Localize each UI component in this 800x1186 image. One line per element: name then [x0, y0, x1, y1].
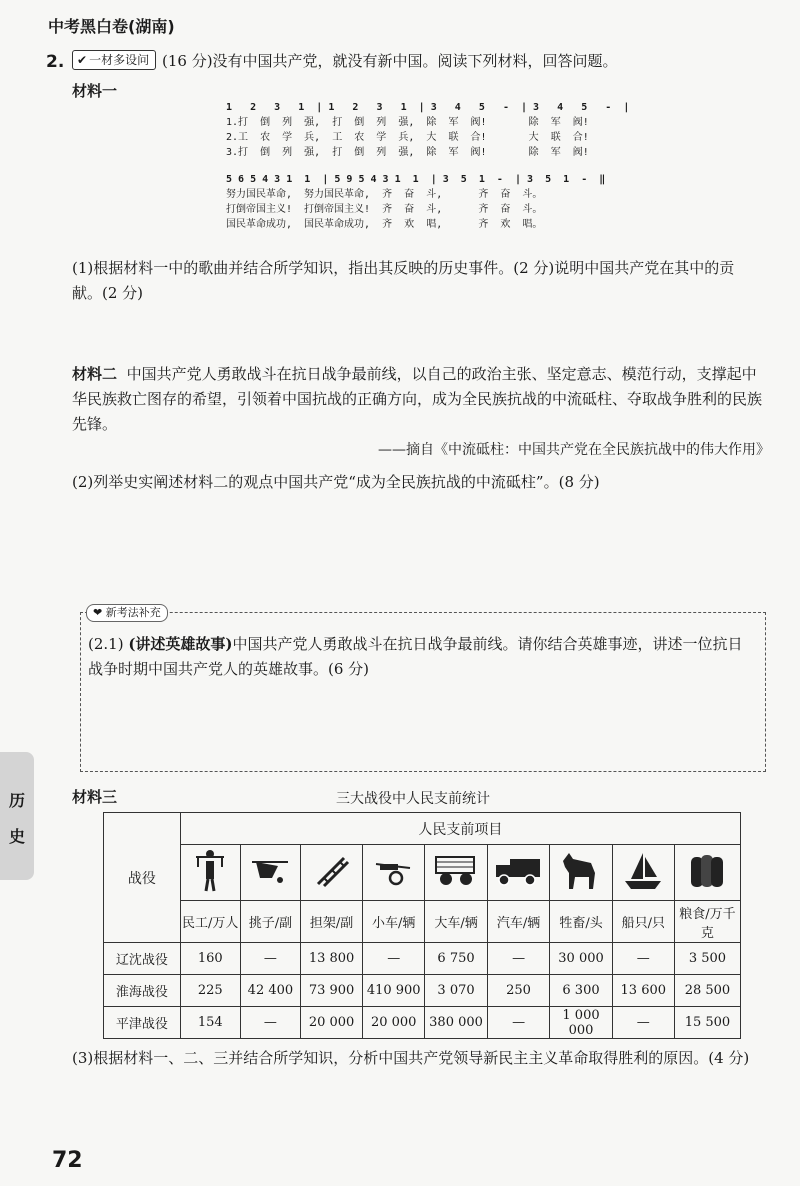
question-1: (1)根据材料一中的歌曲并结合所学知识，指出其反映的历史事件。(2 分)说明中国共产党在其中的贡献。(2 分) [72, 259, 735, 302]
table-cell: 3 070 [425, 975, 487, 1007]
table-row [104, 975, 741, 1007]
table-title: 三大战役中人民支前统计 [336, 791, 490, 807]
wheelbarrow-icon [363, 845, 425, 901]
score-lyric-line: 3.打 倒 列 强, 打 倒 列 强, 除 军 阀! 除 军 阀! [226, 147, 589, 158]
score-lyric-line: 国民革命成功, 国民革命成功, 齐 欢 唱, 齐 欢 唱。 [226, 219, 543, 230]
boat-icon [612, 845, 674, 901]
stretcher-icon [301, 845, 363, 901]
column-label: 牲畜/头 [550, 901, 612, 943]
material1-label: 材料一 [72, 82, 118, 100]
supplement-topic: (讲述英雄故事) [128, 635, 233, 653]
table-cell: 42 400 [240, 975, 300, 1007]
side-tab-char: 历 [9, 791, 26, 810]
support-statistics-table [103, 812, 741, 1039]
table-cell: 250 [487, 975, 550, 1007]
group-header: 人民支前项目 [180, 813, 740, 845]
table-cell: — [363, 943, 425, 975]
table-cell: — [487, 1007, 550, 1039]
table-cell: 380 000 [425, 1007, 487, 1039]
song-score [226, 100, 636, 232]
grain-sack-icon [674, 845, 740, 901]
side-tab-char: 史 [9, 827, 26, 846]
table-cell: 28 500 [674, 975, 740, 1007]
column-label: 挑子/副 [240, 901, 300, 943]
table-cell: 3 500 [674, 943, 740, 975]
supplement-tag [86, 604, 168, 622]
column-label: 大车/辆 [425, 901, 487, 943]
question-stem: (16 分)没有中国共产党，就没有新中国。阅读下列材料，回答问题。 [162, 52, 618, 70]
question-type-badge [72, 50, 156, 70]
campaign-name: 辽沈战役 [104, 943, 181, 975]
material2-block [72, 362, 764, 437]
table-cell: 1 000 000 [550, 1007, 612, 1039]
score-notes-row1: 1 2 3 1 | 1 2 3 1 | 3 4 5 - | 3 4 5 - | [226, 102, 630, 113]
page-number: 72 [52, 1148, 83, 1173]
column-label: 汽车/辆 [487, 901, 550, 943]
material3-label: 材料三 [72, 788, 118, 806]
column-label-row [104, 901, 741, 943]
table-cell: 225 [180, 975, 240, 1007]
score-notes-row2: 5 6 5 4 3 1 1 | 5 9 5 4 3 1 1 | 3 5 1 - | 3 5 1 - ‖ [226, 174, 606, 185]
table-cell: — [612, 943, 674, 975]
cart-icon [425, 845, 487, 901]
material2-text: 中国共产党人勇敢战斗在抗日战争最前线，以自己的政治主张、坚定意志、模范行动，支撑起中华民族救亡图存的希望，引领着中国抗战的正确方向，成为全民族抗战的中流砥柱、夺取战争胜利的民族先锋。 [72, 365, 763, 433]
table-row [104, 1007, 741, 1039]
question-2: (2)列举史实阐述材料二的观点中国共产党“成为全民族抗战的中流砥柱”。(8 分) [72, 473, 600, 491]
heart-icon: ❤ [93, 606, 103, 619]
score-lyric-line: 2.工 农 学 兵, 工 农 学 兵, 大 联 合! 大 联 合! [226, 132, 589, 143]
question-number: 2. [46, 52, 65, 72]
table-cell: 13 600 [612, 975, 674, 1007]
horse-icon [550, 845, 612, 901]
truck-icon [487, 845, 550, 901]
table-cell: 20 000 [363, 1007, 425, 1039]
campaign-name: 平津战役 [104, 1007, 181, 1039]
column-label: 小车/辆 [363, 901, 425, 943]
table-cell: 6 750 [425, 943, 487, 975]
score-lyric-line: 打倒帝国主义! 打倒帝国主义! 齐 奋 斗, 齐 奋 斗。 [226, 204, 543, 215]
table-cell: 160 [180, 943, 240, 975]
material2-label: 材料二 [72, 365, 118, 383]
badge-label: 一材多设问 [89, 53, 150, 67]
corner-header: 战役 [104, 813, 181, 943]
table-cell: — [612, 1007, 674, 1039]
column-label: 粮食/万千克 [674, 901, 740, 943]
score-lyric-line: 努力国民革命, 努力国民革命, 齐 奋 斗, 齐 奋 斗。 [226, 189, 543, 200]
subject-side-tab [0, 752, 34, 880]
table-header-row [104, 813, 741, 845]
icon-row [104, 845, 741, 901]
supplement-question [88, 632, 756, 682]
table-cell: 30 000 [550, 943, 612, 975]
table-cell: 15 500 [674, 1007, 740, 1039]
table-row [104, 943, 741, 975]
material2-source: ——摘自《中流砥柱：中国共产党在全民族抗战中的伟大作用》 [378, 442, 770, 458]
score-lyric-line: 1.打 倒 列 强, 打 倒 列 强, 除 军 阀! 除 军 阀! [226, 117, 589, 128]
shoulder-pole-icon [240, 845, 300, 901]
table-cell: 410 900 [363, 975, 425, 1007]
table-cell: 20 000 [301, 1007, 363, 1039]
porter-icon [180, 845, 240, 901]
table-cell: 13 800 [301, 943, 363, 975]
supplement-tag-label: 新考法补充 [105, 606, 161, 619]
question-3: (3)根据材料一、二、三并结合所学知识，分析中国共产党领导新民主主义革命取得胜利的原因。(4 分) [72, 1049, 750, 1067]
table-cell: — [487, 943, 550, 975]
table-cell: 73 900 [301, 975, 363, 1007]
campaign-name: 淮海战役 [104, 975, 181, 1007]
page-header: 中考黑白卷(湖南) [48, 17, 175, 36]
column-label: 民工/万人 [180, 901, 240, 943]
table-cell: 6 300 [550, 975, 612, 1007]
supplement-text: 中国共产党人勇敢战斗在抗日战争最前线。请你结合英雄事迹，讲述一位抗日战争时期中国共产党人的英雄故事。(6 分) [88, 635, 743, 678]
table-cell: 154 [180, 1007, 240, 1039]
column-label: 船只/只 [612, 901, 674, 943]
checkmark-icon: ✔ [77, 53, 88, 67]
table-cell: — [240, 1007, 300, 1039]
table-cell: — [240, 943, 300, 975]
column-label: 担架/副 [301, 901, 363, 943]
supplement-number: (2.1) [88, 635, 129, 653]
